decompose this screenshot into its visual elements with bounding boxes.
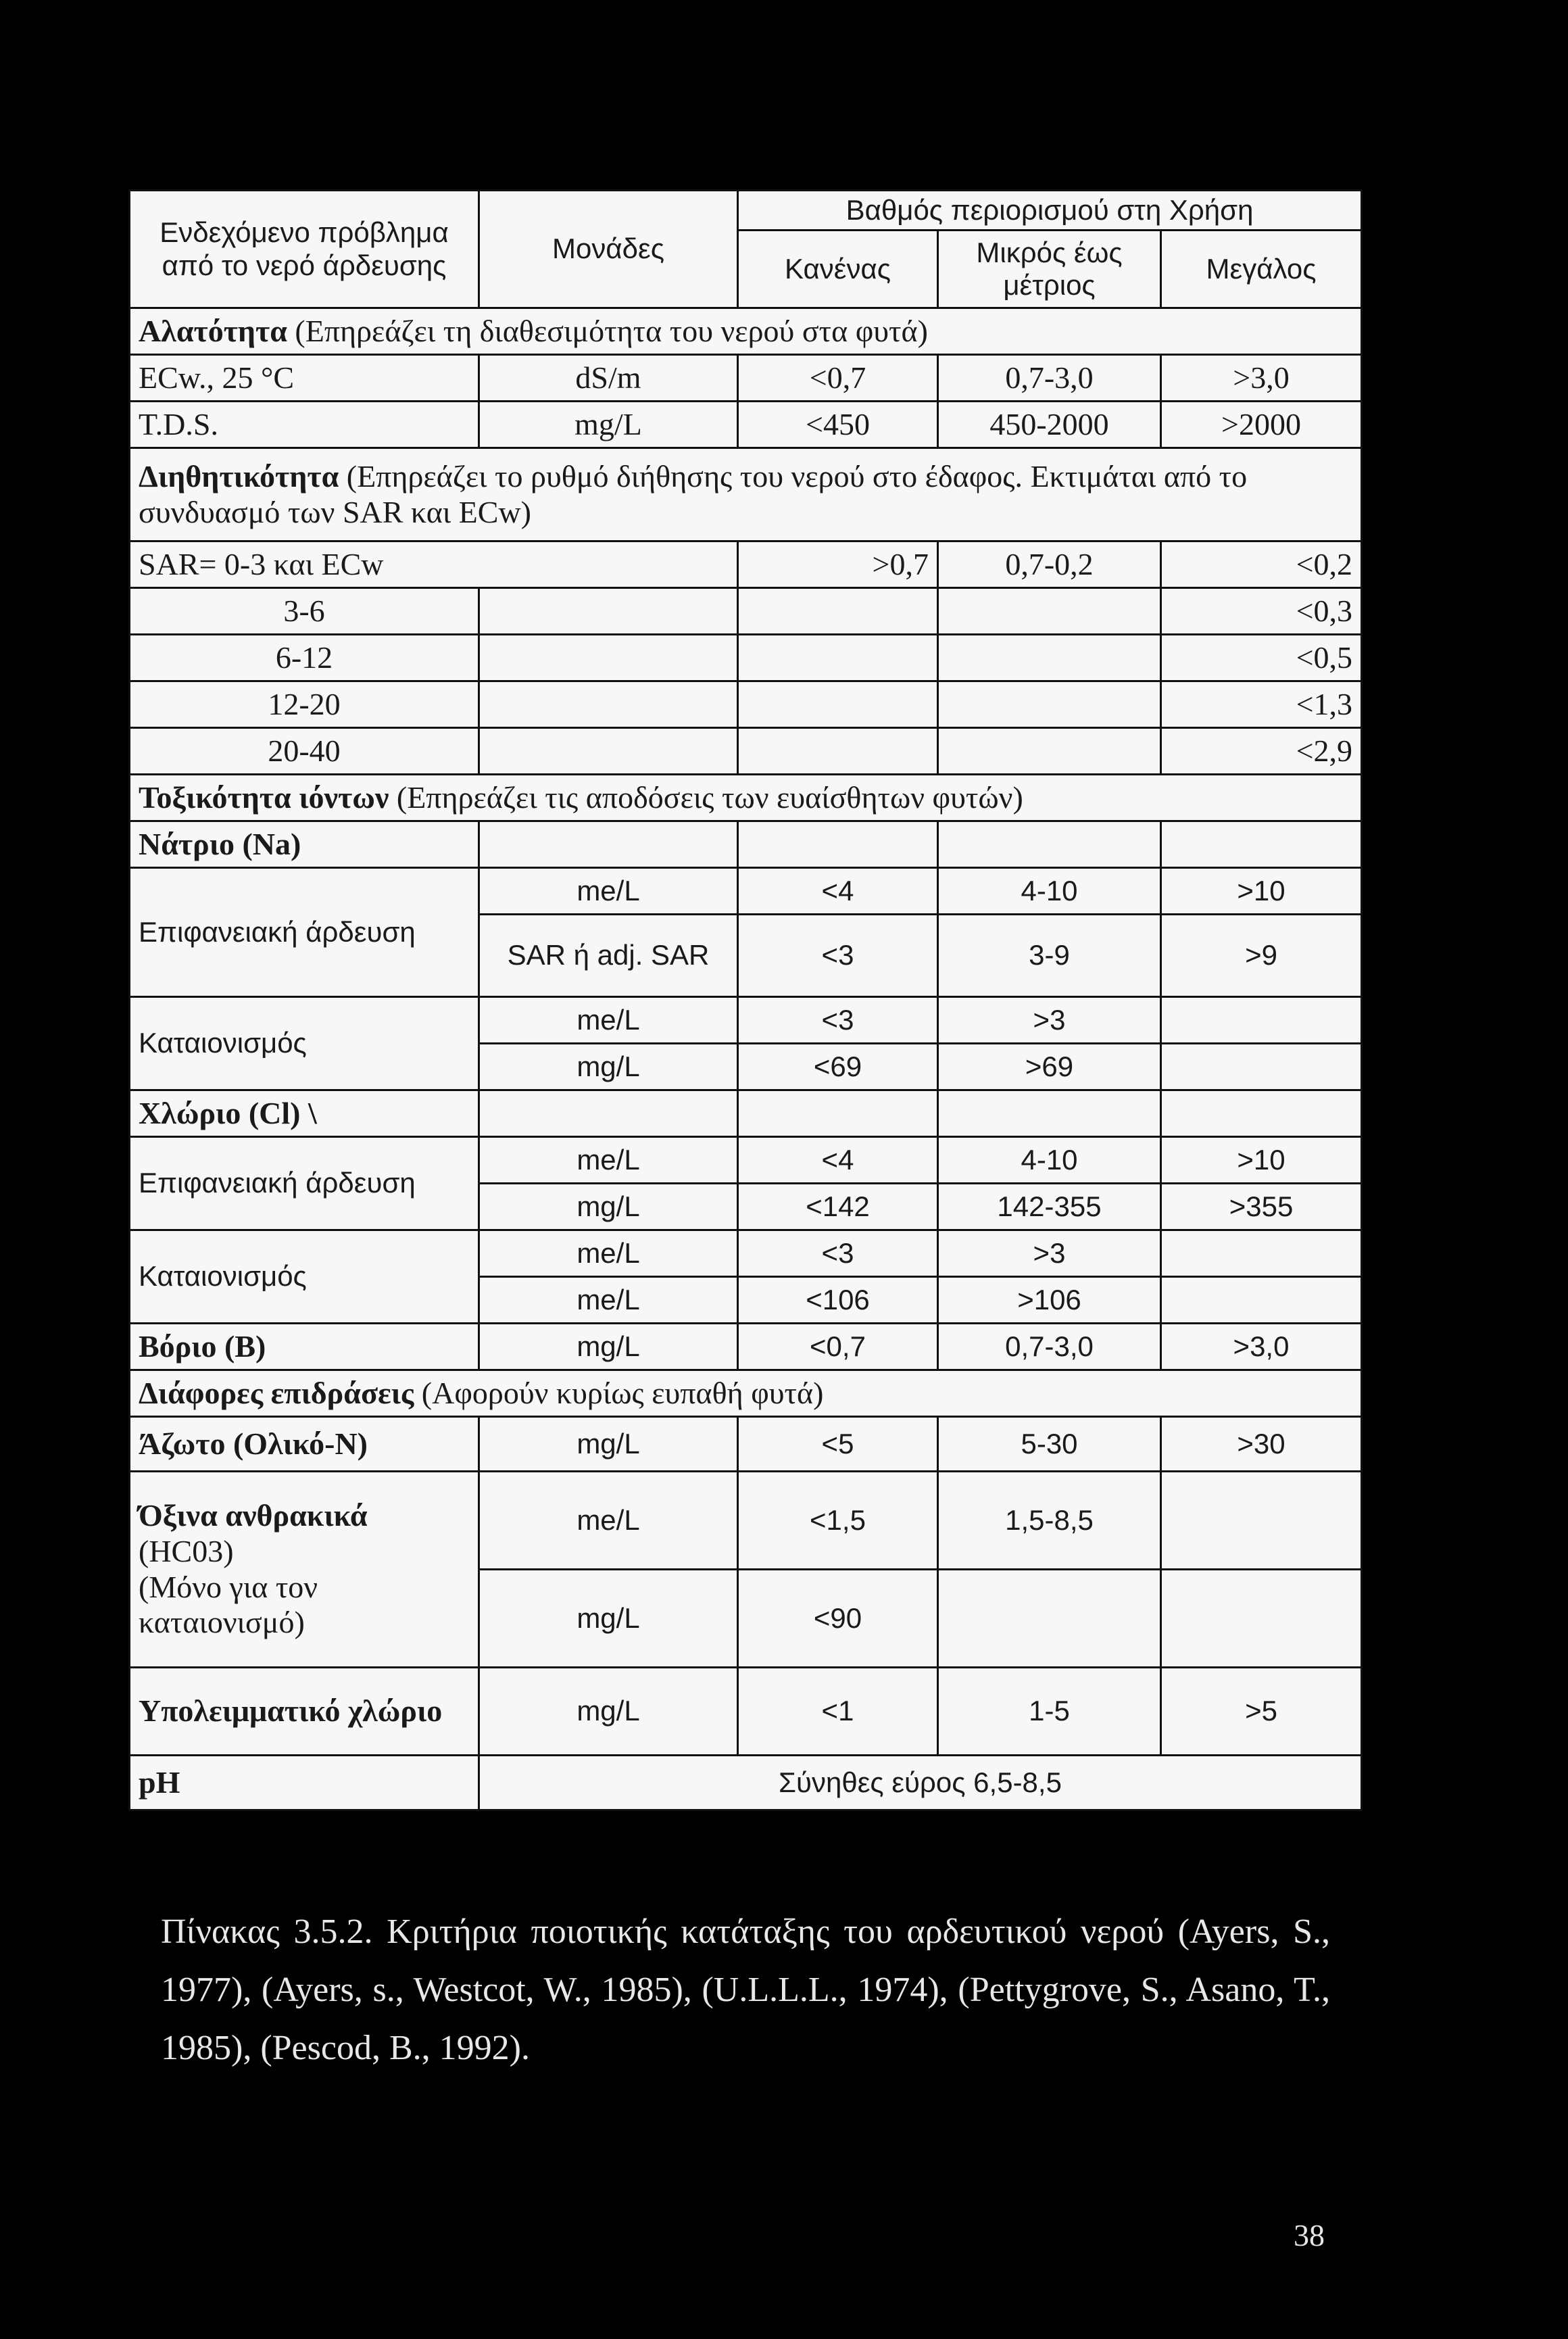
slight-cell: 142-355 — [938, 1184, 1161, 1230]
none-cell: >0,7 — [738, 541, 938, 588]
table-row — [130, 997, 1362, 1044]
slight-cell: >3 — [938, 1230, 1161, 1277]
chloride-sprinkler-label: Καταιονισμός — [130, 1230, 479, 1324]
empty-cell — [479, 821, 738, 868]
unit-cell: me/L — [479, 1472, 738, 1570]
slight-cell: >69 — [938, 1044, 1161, 1090]
empty-cell — [1161, 1044, 1362, 1090]
empty-cell — [1161, 821, 1362, 868]
slight-cell: 450-2000 — [938, 402, 1161, 448]
table-row — [130, 635, 1362, 681]
boron-title: Βόριο (Β) — [130, 1324, 479, 1370]
section-note: (Επηρεάζει το ρυθμό διήθησης του νερού στο έδαφος. Εκτιμάται από το συνδυασμό των SAR και ECw) — [139, 458, 1248, 529]
slight-cell: 0,7-3,0 — [938, 1324, 1161, 1370]
param-cell: SAR= 0-3 και ECw — [130, 541, 738, 588]
empty-cell — [479, 588, 738, 635]
unit-cell: me/L — [479, 1277, 738, 1324]
table-row — [130, 588, 1362, 635]
section-note: (Επηρεάζει τη διαθεσιμότητα του νερού στα φυτά) — [287, 313, 928, 348]
none-cell: <3 — [738, 1230, 938, 1277]
page-number: 38 — [1294, 2218, 1325, 2252]
table-row — [130, 541, 1362, 588]
unit-cell: me/L — [479, 1230, 738, 1277]
section-title: Τοξικότητα ιόντων — [139, 779, 389, 815]
table-row — [130, 1756, 1362, 1810]
table-row — [130, 1137, 1362, 1184]
empty-cell — [738, 635, 938, 681]
empty-cell — [479, 1090, 738, 1137]
table-row — [130, 728, 1362, 775]
table-row — [130, 402, 1362, 448]
unit-cell: me/L — [479, 868, 738, 915]
none-cell: <0,7 — [738, 1324, 938, 1370]
table-row — [130, 355, 1362, 402]
table-row — [130, 1090, 1362, 1137]
empty-cell — [738, 728, 938, 775]
table-row — [130, 821, 1362, 868]
empty-cell — [938, 821, 1161, 868]
empty-cell — [938, 681, 1161, 728]
empty-cell — [938, 588, 1161, 635]
sodium-sprinkler-label: Καταιονισμός — [130, 997, 479, 1090]
severe-cell: >10 — [1161, 1137, 1362, 1184]
empty-cell — [1161, 1277, 1362, 1324]
table-caption: Πίνακας 3.5.2. Κριτήρια ποιοτικής κατάταξης του αρδευτικού νερού (Ayers, S., 1977), (Ayers, s., Westcot, W., 1985), (U.L.L.L., 1974), (Pettygrove, S., Asano, T., 1985), (Pescod, B., 1992). — [161, 1912, 1330, 2067]
bicarbonate-param — [130, 1472, 479, 1668]
slight-cell: 0,7-0,2 — [938, 541, 1161, 588]
chloride-surface-label: Επιφανειακή άρδευση — [130, 1137, 479, 1230]
section-title: Αλατότητα — [139, 313, 287, 348]
severe-cell: <0,3 — [1161, 588, 1362, 635]
empty-cell — [1161, 1570, 1362, 1668]
none-cell: <450 — [738, 402, 938, 448]
severe-cell: <1,3 — [1161, 681, 1362, 728]
slight-cell: 1-5 — [938, 1668, 1161, 1756]
empty-cell — [1161, 997, 1362, 1044]
severe-cell: <0,5 — [1161, 635, 1362, 681]
section-title: Διηθητικότητα — [139, 458, 339, 493]
unit-cell: mg/L — [479, 1417, 738, 1472]
section-title: Διάφορες επιδράσεις — [139, 1375, 414, 1410]
param-cell: 3-6 — [130, 588, 479, 635]
empty-cell — [738, 588, 938, 635]
bicarbonate-title: Όξινα ανθρακικά — [139, 1497, 368, 1533]
unit-cell: dS/m — [479, 355, 738, 402]
nitrogen-title: Άζωτο (Ολικό-Ν) — [130, 1417, 479, 1472]
none-cell: <1 — [738, 1668, 938, 1756]
slight-cell: >106 — [938, 1277, 1161, 1324]
empty-cell — [738, 1090, 938, 1137]
none-cell: <5 — [738, 1417, 938, 1472]
none-cell: <106 — [738, 1277, 938, 1324]
empty-cell — [938, 1570, 1161, 1668]
empty-cell — [1161, 1090, 1362, 1137]
unit-cell: mg/L — [479, 1324, 738, 1370]
none-cell: <4 — [738, 1137, 938, 1184]
ph-title: pH — [130, 1756, 479, 1810]
slight-cell: >3 — [938, 997, 1161, 1044]
severe-cell: <0,2 — [1161, 541, 1362, 588]
empty-cell — [1161, 1472, 1362, 1570]
water-quality-table — [128, 189, 1363, 1811]
severe-cell: >9 — [1161, 915, 1362, 997]
unit-cell: me/L — [479, 997, 738, 1044]
param-cell: 6-12 — [130, 635, 479, 681]
severe-cell: >2000 — [1161, 402, 1362, 448]
section-note: (Αφορούν κυρίως ευπαθή φυτά) — [414, 1375, 824, 1410]
header-slight: Μικρός έως μέτριος — [938, 231, 1161, 308]
unit-cell: SAR ή adj. SAR — [479, 915, 738, 997]
severe-cell: >3,0 — [1161, 1324, 1362, 1370]
slight-cell: 1,5-8,5 — [938, 1472, 1161, 1570]
section-toxicity — [130, 775, 1362, 821]
param-cell: T.D.S. — [130, 402, 479, 448]
bicarbonate-formula: (HC03) — [139, 1533, 234, 1568]
slight-cell: 5-30 — [938, 1417, 1161, 1472]
empty-cell — [738, 821, 938, 868]
none-cell: <69 — [738, 1044, 938, 1090]
residual-chlorine-title: Υπολειμματικό χλώριο — [130, 1668, 479, 1756]
none-cell: <0,7 — [738, 355, 938, 402]
none-cell: <90 — [738, 1570, 938, 1668]
unit-cell: mg/L — [479, 1668, 738, 1756]
unit-cell: mg/L — [479, 1184, 738, 1230]
table-row — [130, 1230, 1362, 1277]
table-row — [130, 1324, 1362, 1370]
none-cell: <4 — [738, 868, 938, 915]
empty-cell — [479, 728, 738, 775]
param-cell: 12-20 — [130, 681, 479, 728]
section-salinity — [130, 308, 1362, 355]
header-severe: Μεγάλος — [1161, 231, 1362, 308]
empty-cell — [479, 635, 738, 681]
section-note: (Επηρεάζει τις αποδόσεις των ευαίσθητων φυτών) — [389, 779, 1023, 815]
param-cell: ECw., 25 °C — [130, 355, 479, 402]
severe-cell: >3,0 — [1161, 355, 1362, 402]
severe-cell: >5 — [1161, 1668, 1362, 1756]
none-cell: <3 — [738, 997, 938, 1044]
table-row — [130, 868, 1362, 915]
none-cell: <3 — [738, 915, 938, 997]
none-cell: <142 — [738, 1184, 938, 1230]
slight-cell: 3-9 — [938, 915, 1161, 997]
severe-cell: >10 — [1161, 868, 1362, 915]
empty-cell — [1161, 1230, 1362, 1277]
empty-cell — [479, 681, 738, 728]
unit-cell: mg/L — [479, 1570, 738, 1668]
unit-cell: me/L — [479, 1137, 738, 1184]
unit-cell: mg/L — [479, 1044, 738, 1090]
bicarbonate-note: (Μόνο για τον καταιονισμό) — [139, 1569, 318, 1640]
header-problem: Ενδεχόμενο πρόβλημα από το νερό άρδευσης — [130, 191, 479, 308]
empty-cell — [938, 1090, 1161, 1137]
table-row — [130, 1472, 1362, 1570]
empty-cell — [938, 635, 1161, 681]
table-row — [130, 1417, 1362, 1472]
table-row — [130, 1668, 1362, 1756]
severe-cell: >30 — [1161, 1417, 1362, 1472]
section-misc — [130, 1370, 1362, 1417]
slight-cell: 4-10 — [938, 868, 1161, 915]
severe-cell: >355 — [1161, 1184, 1362, 1230]
section-infiltration — [130, 448, 1362, 541]
severe-cell: <2,9 — [1161, 728, 1362, 775]
header-none: Κανένας — [738, 231, 938, 308]
slight-cell: 4-10 — [938, 1137, 1161, 1184]
unit-cell: mg/L — [479, 402, 738, 448]
none-cell: <1,5 — [738, 1472, 938, 1570]
table-row — [130, 681, 1362, 728]
chloride-title: Χλώριο (Cl) \ — [130, 1090, 479, 1137]
empty-cell — [938, 728, 1161, 775]
header-units: Μονάδες — [479, 191, 738, 308]
sodium-title: Νάτριο (Na) — [130, 821, 479, 868]
sodium-surface-label: Επιφανειακή άρδευση — [130, 868, 479, 997]
slight-cell: 0,7-3,0 — [938, 355, 1161, 402]
param-cell: 20-40 — [130, 728, 479, 775]
header-restriction: Βαθμός περιορισμού στη Χρήση — [738, 191, 1362, 231]
empty-cell — [738, 681, 938, 728]
ph-range: Σύνηθες εύρος 6,5-8,5 — [479, 1756, 1362, 1810]
